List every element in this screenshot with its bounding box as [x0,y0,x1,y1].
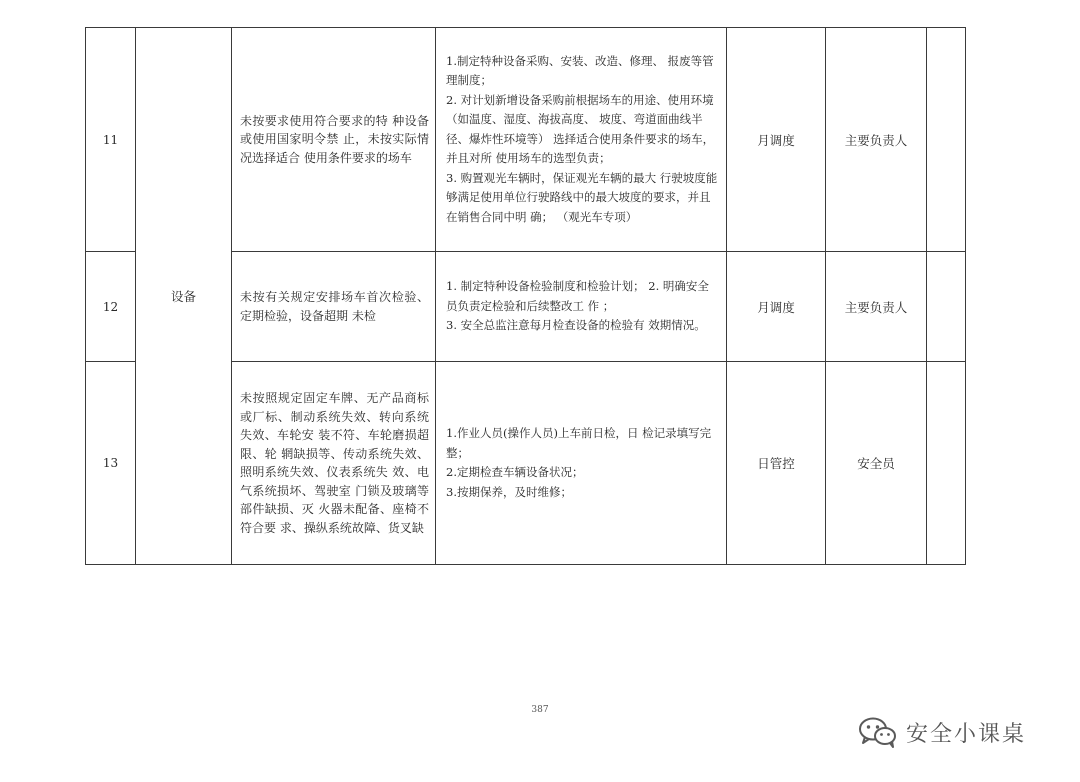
measure-item: 3. 购置观光车辆时，保证观光车辆的最大 行驶坡度能够满足使用单位行驶路线中的最大坡度的要求，并且在销售合同中明 确； （观光车专项） [446,170,718,224]
empty-cell [927,28,966,252]
hazard-description: 未按照规定固定车牌、无产品商标或厂标、制动系统失效、转向系统失效、车轮安 装不符、车轮磨损超限、轮 辋缺损等、传动系统失效、 照明系统失效、仪表系统失 效、电气系统损坏、驾驶室 门锁及玻璃等部件缺损、灭 火器未配备、座椅不符合要 求、操纵系统故障、货叉缺 [232,362,436,565]
responsible-person: 主要负责人 [826,28,927,252]
control-measures [436,252,727,362]
empty-cell [927,252,966,362]
control-measures [436,362,727,565]
empty-cell [927,362,966,565]
control-frequency: 日管控 [727,362,826,565]
table-row [86,28,966,252]
watermark [858,716,1026,748]
measure-item: 1.作业人员(操作人员)上车前日检，日 检记录填写完整； [446,426,712,460]
measure-item: 2.定期检查车辆设备状况； [446,465,584,479]
row-number: 11 [86,28,136,252]
control-measures [436,28,727,252]
wechat-icon [858,716,898,748]
control-frequency: 月调度 [727,252,826,362]
measure-item: 3.按期保养，及时维修； [446,484,572,499]
page-number: 387 [531,705,549,715]
measure-item: 2. 对计划新增设备采购前根据场车的用途、使用环境（如温度、湿度、海拔高度、 坡度、弯道面曲线半径、爆炸性环境等） 选择适合使用条件要求的场车，并且对所 使用场车的选型负责； [446,92,715,166]
measure-item: 3. 安全总监注意每月检查设备的检验有 效期情况。 [446,318,706,333]
responsible-person: 安全员 [826,362,927,565]
category-cell: 设备 [136,28,232,565]
hazard-description: 未按要求使用符合要求的特 种设备或使用国家明令禁 止，未按实际情况选择适合 使用条件要求的场车 [232,28,436,252]
control-frequency: 月调度 [727,28,826,252]
row-number: 12 [86,252,136,362]
row-number: 13 [86,362,136,565]
watermark-text: 安全小课桌 [906,721,1027,747]
responsible-person: 主要负责人 [826,252,927,362]
risk-control-table [85,27,966,565]
measure-item: 1.制定特种设备采购、安装、改造、修理、 报废等管理制度； [446,53,714,88]
measure-item: 1. 制定特种设备检验制度和检验计划； 2. 明确安全员负责定检验和后续整改工 作 ； [446,279,709,313]
hazard-description: 未按有关规定安排场车首次检验、定期检验，设备超期 未检 [232,252,436,362]
